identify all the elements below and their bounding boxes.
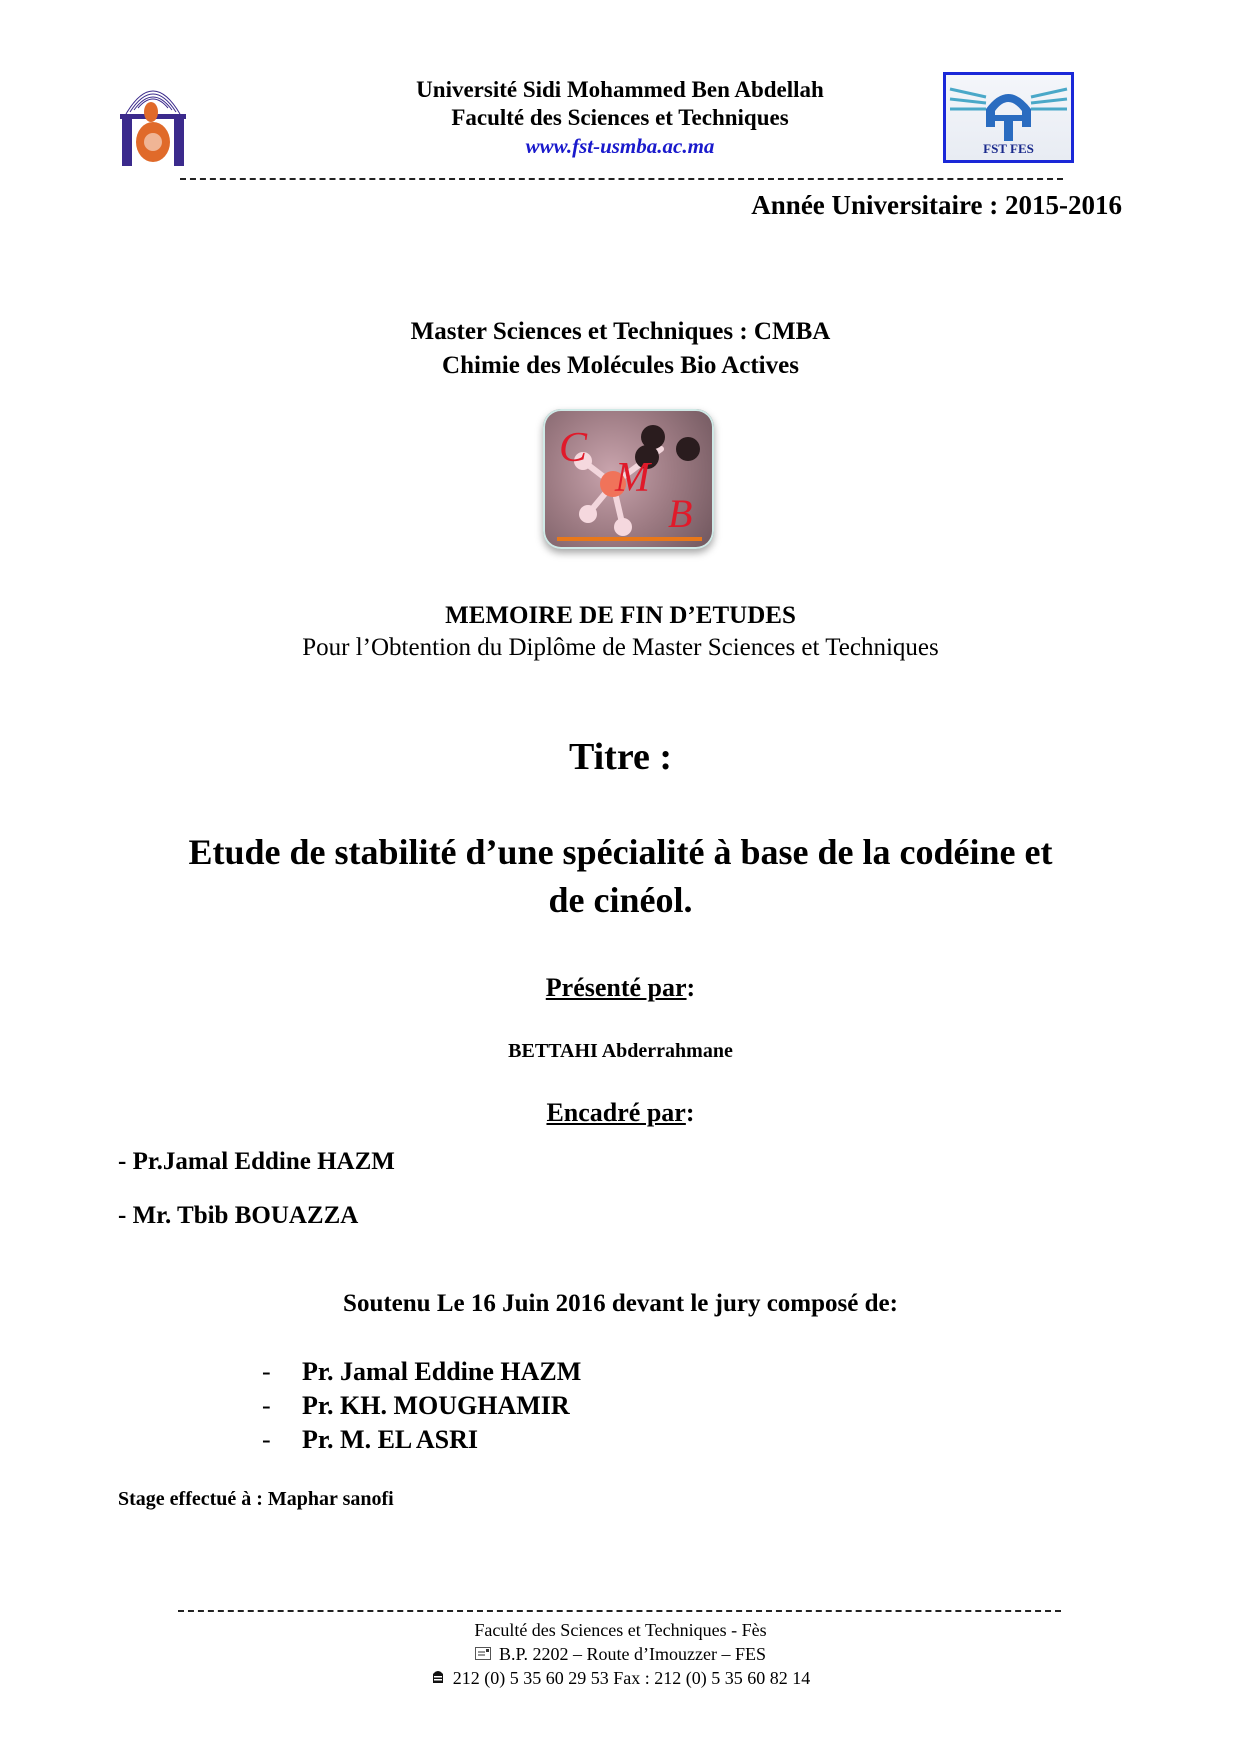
title-label: Titre : xyxy=(568,736,673,778)
faculty-name: Faculté des Sciences et Techniques xyxy=(451,105,789,130)
footer-phone: 212 (0) 5 35 60 29 53 Fax : 212 (0) 5 35 60 82 14 xyxy=(300,1666,941,1690)
program-title: Master Sciences et Techniques : CMBA xyxy=(410,318,831,345)
svg-text:FST FES: FST FES xyxy=(983,141,1034,156)
institution-header xyxy=(300,76,940,160)
jury-member: - Pr. M. EL ASRI xyxy=(262,1425,479,1454)
presented-by-label: Présenté par: xyxy=(545,973,696,1002)
footer-postal: B.P. 2202 – Route d’Imouzzer – FES xyxy=(300,1642,941,1666)
supervisor-list xyxy=(118,1135,395,1243)
memoire-heading: MEMOIRE DE FIN D’ETUDES xyxy=(445,602,796,629)
student-name: BETTAHI Abderrahmane xyxy=(508,1040,733,1062)
mailbox-icon xyxy=(475,1642,491,1666)
cmb-molecule-logo-icon xyxy=(543,409,714,549)
svg-text:B: B xyxy=(668,491,693,536)
program-subtitle: Chimie des Molécules Bio Actives xyxy=(442,352,799,379)
thesis-title-line2: de cinéol. xyxy=(548,880,693,920)
university-emblem-icon xyxy=(118,74,188,170)
university-name: Université Sidi Mohammed Ben Abdellah xyxy=(416,77,824,102)
footer-faculty: Faculté des Sciences et Techniques - Fès xyxy=(474,1620,767,1640)
thesis-title-line1: Etude de stabilité d’une spécialité à base de la codéine et xyxy=(188,832,1053,872)
supervisor-item: - Pr.Jamal Eddine HAZM xyxy=(118,1148,395,1175)
supervisor-item: - Mr. Tbib BOUAZZA xyxy=(118,1202,359,1229)
footer-divider xyxy=(178,1610,1061,1612)
supervised-by-label: Encadré par: xyxy=(546,1098,695,1127)
jury-member: - Pr. KH. MOUGHAMIR xyxy=(262,1391,570,1420)
jury-list xyxy=(262,1355,581,1457)
memoire-subheading: Pour l’Obtention du Diplôme de Master Sciences et Techniques xyxy=(302,634,939,661)
telephone-icon xyxy=(431,1666,445,1690)
svg-text:M: M xyxy=(615,455,650,501)
fst-fes-logo-icon xyxy=(943,72,1074,163)
memoire-block xyxy=(150,600,1091,664)
footer-address xyxy=(300,1618,941,1690)
program-block xyxy=(200,315,1041,383)
internship-location: Stage effectué à : Maphar sanofi xyxy=(118,1488,394,1510)
svg-text:C: C xyxy=(559,425,588,471)
header-divider xyxy=(180,178,1063,180)
jury-member: - Pr. Jamal Eddine HAZM xyxy=(262,1357,582,1386)
defense-statement: Soutenu Le 16 Juin 2016 devant le jury composé de: xyxy=(343,1290,898,1317)
thesis-title xyxy=(100,828,1141,924)
academic-year: Année Universitaire : 2015-2016 xyxy=(751,190,1122,220)
website-link[interactable]: www.fst-usmba.ac.ma xyxy=(525,134,715,158)
